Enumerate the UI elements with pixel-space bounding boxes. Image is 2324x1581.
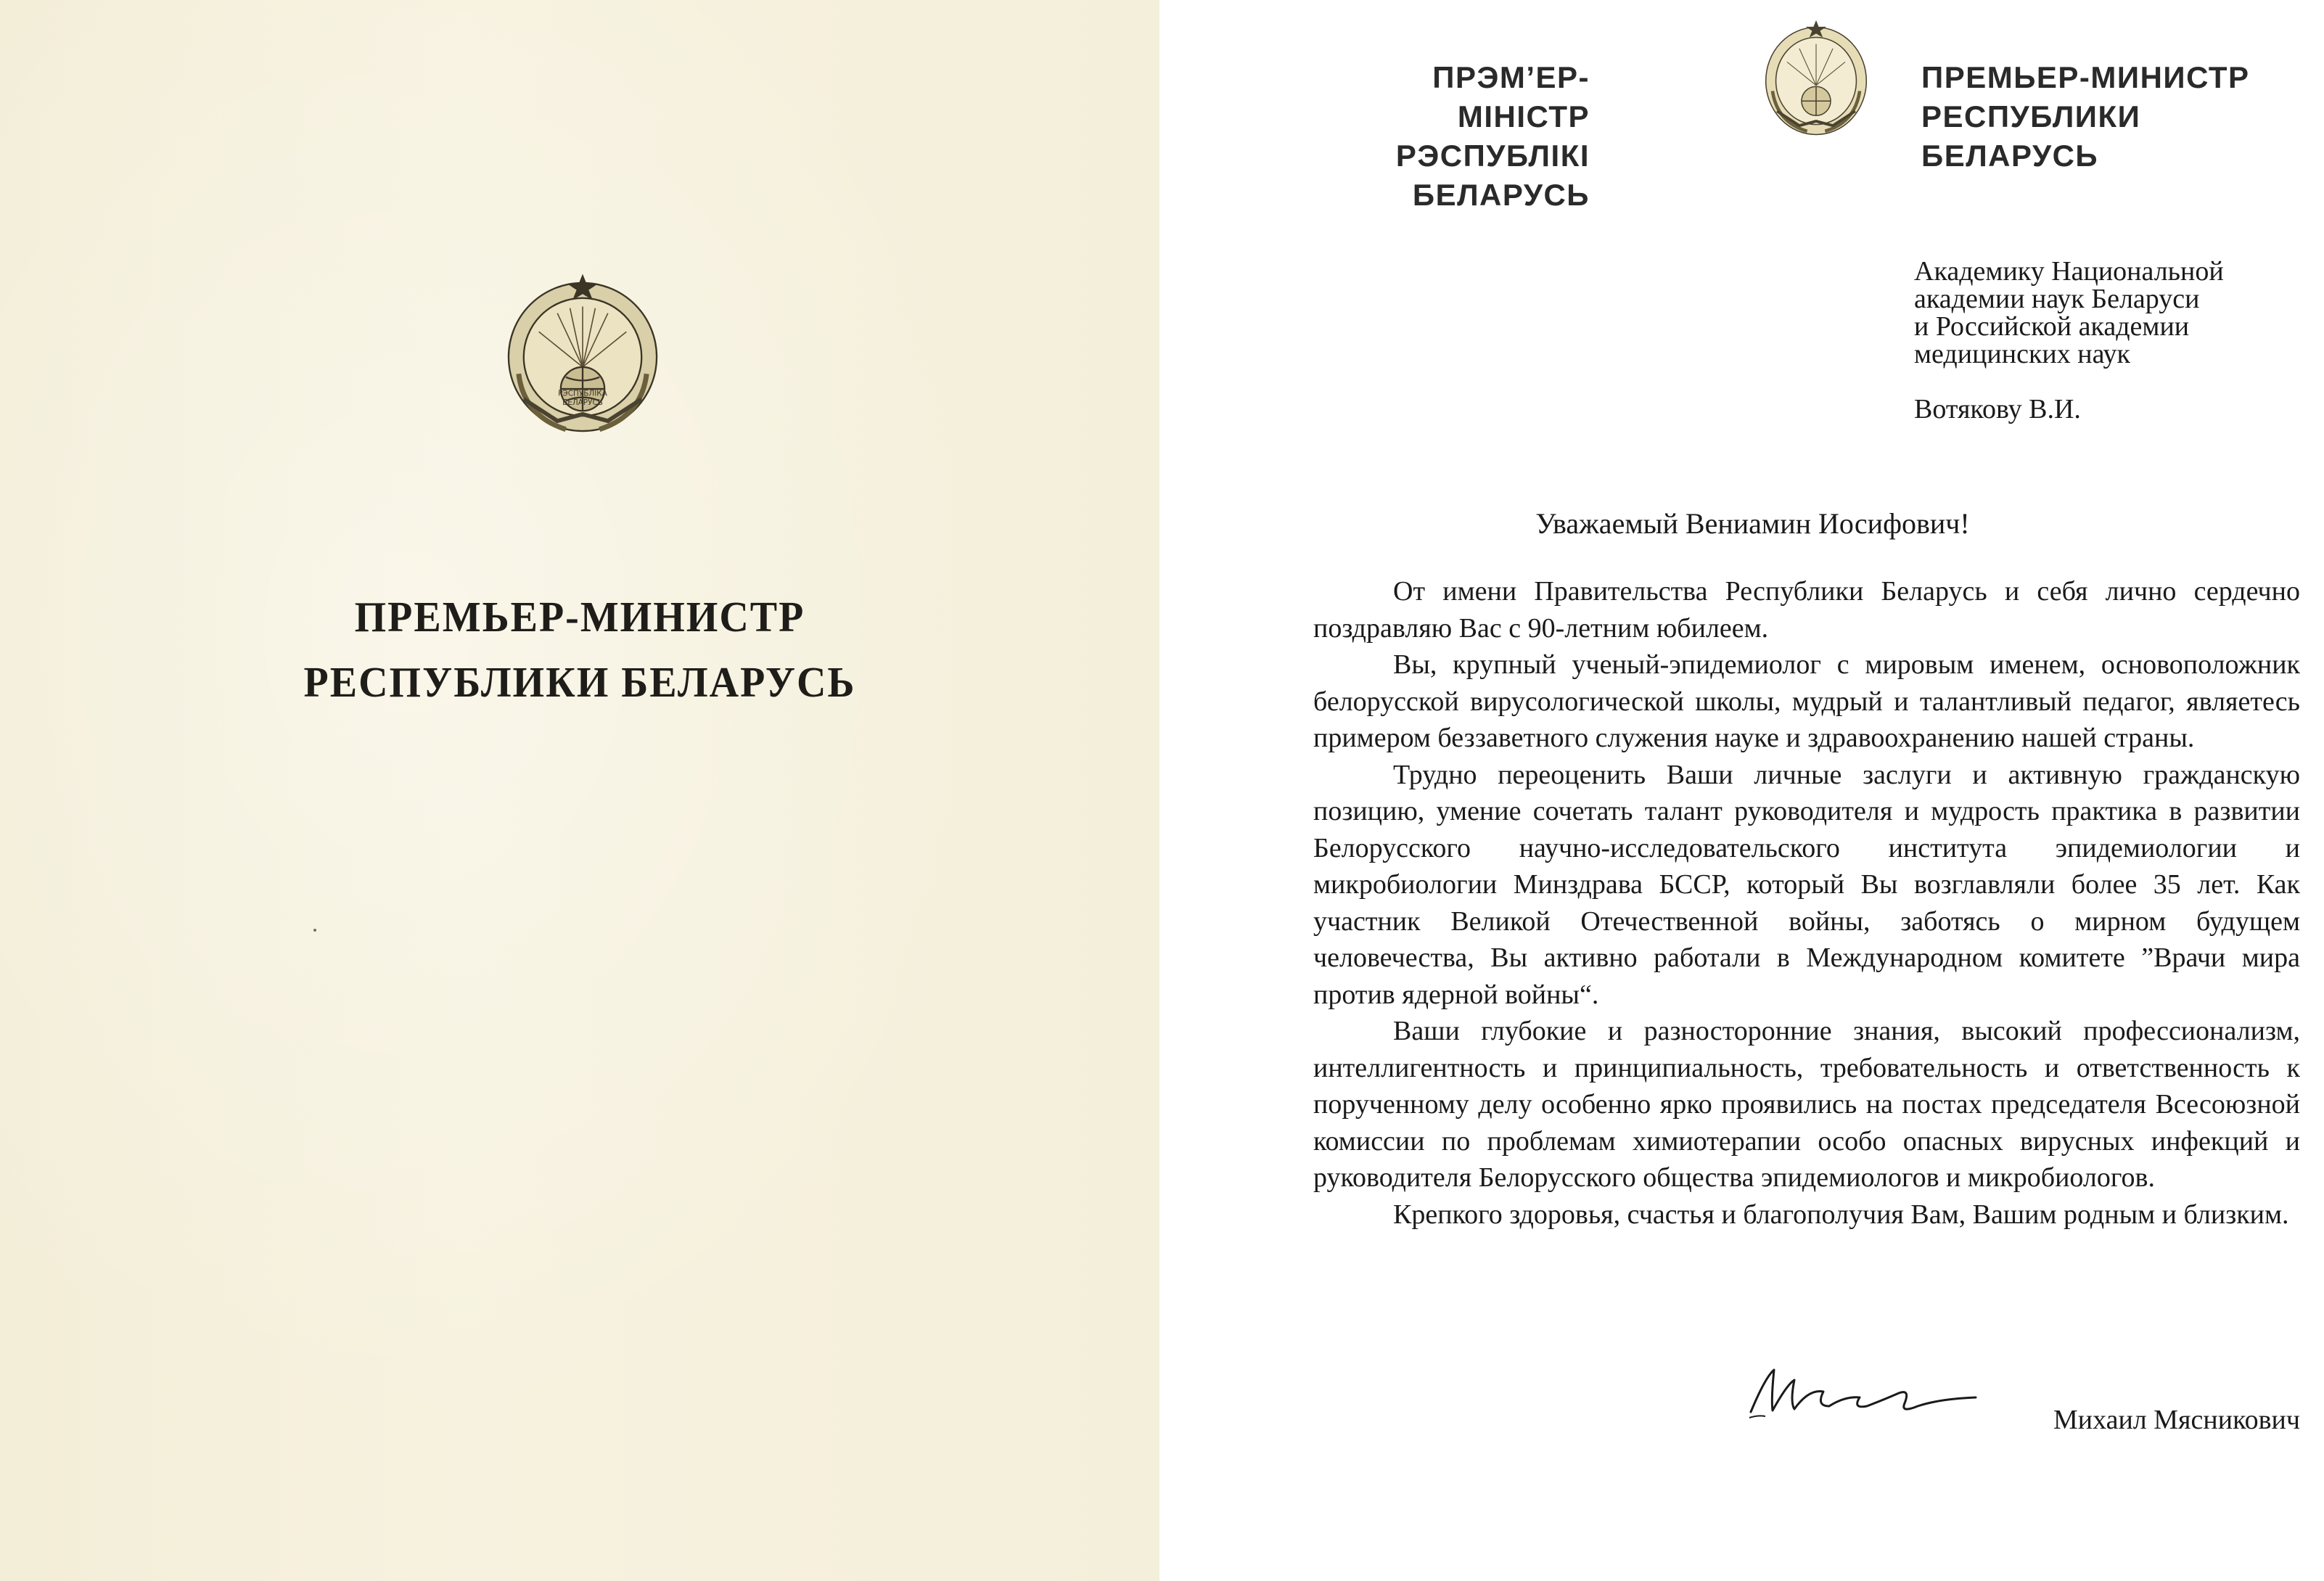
signer-name: Михаил Мясникович: [2053, 1405, 2300, 1435]
addressee-name: Вотякову В.И.: [1914, 394, 2081, 424]
letter-body: [1313, 573, 2300, 1233]
body-paragraph: Вы, крупный ученый-эпидемиолог с мировым именем, основоположник белорусской вирусологической школы, мудрый и талантливый педагог, являетесь примером беззаветного служения науке и здравоохранению нашей страны.: [1313, 649, 2300, 753]
addressee-line: Академику Национальной: [1914, 256, 2224, 287]
header-right-line1: ПРЕМЬЕР-МИНИСТР: [1921, 60, 2250, 94]
svg-text:РЭСПУБЛIКА: РЭСПУБЛIКА: [558, 389, 607, 398]
handwritten-signature: [1744, 1348, 1983, 1428]
header-right-line2: РЕСПУБЛИКИ БЕЛАРУСЬ: [1921, 99, 2141, 173]
cover-title-line2: РЕСПУБЛИКИ БЕЛАРУСЬ: [303, 659, 856, 707]
body-paragraph: Крепкого здоровья, счастья и благополучия Вам, Вашим родным и близким.: [1393, 1199, 2289, 1230]
salutation: Уважаемый Вениамин Иосифович!: [1535, 507, 1970, 540]
addressee-line: академии наук Беларуси: [1914, 284, 2200, 314]
folder-cover: [0, 0, 1159, 1581]
cover-title-line1: ПРЕМЬЕР-МИНИСТР: [354, 594, 805, 641]
addressee-line: и Российской академии: [1914, 311, 2190, 342]
paper-speck: [313, 929, 316, 932]
header-belarusian: [1329, 58, 1590, 215]
body-paragraph: От имени Правительства Республики Беларусь и себя лично сердечно поздравляю Вас с 90-летним юбилеем.: [1313, 576, 2300, 644]
cover-title: [0, 585, 1159, 716]
belarus-state-emblem-icon: [1760, 17, 1872, 142]
header-left-line1: ПРЭМ’ЕР-МІНІСТР: [1432, 60, 1590, 134]
addressee-line: медицинских наук: [1914, 339, 2130, 369]
header-left-line2: РЭСПУБЛІКІ БЕЛАРУСЬ: [1395, 139, 1590, 212]
body-paragraph: Трудно переоценить Ваши личные заслуги и активную гражданскую позицию, умение сочетать талант руководителя и мудрость практика в развитии Белорусского научно-исследовательского института эпидемиологии и микробиологии Минздрава БССР, который Вы возглавляли более 35 лет. Как участник Великой Отечественной войны, заботясь о мирном будущем человечества, Вы активно работали в Международном комитете ”Врачи мира против ядерной войны“.: [1313, 759, 2300, 1010]
svg-text:БЕЛАРУСЬ: БЕЛАРУСЬ: [562, 398, 603, 408]
header-russian: [1921, 58, 2313, 176]
body-paragraph: Ваши глубокие и разносторонние знания, высокий профессионализм, интеллигентность и принципиальность, требовательность и ответственность к порученному делу особенно ярко проявились на постах председателя Всесоюзной комиссии по проблемам химиотерапии особо опасных вирусных инфекций и руководителя Белорусского общества эпидемиологов и микробиологов.: [1313, 1016, 2300, 1193]
belarus-state-emblem-icon: [498, 273, 667, 441]
letter-page: [1159, 0, 2324, 1581]
addressee-block: [1914, 258, 2224, 423]
